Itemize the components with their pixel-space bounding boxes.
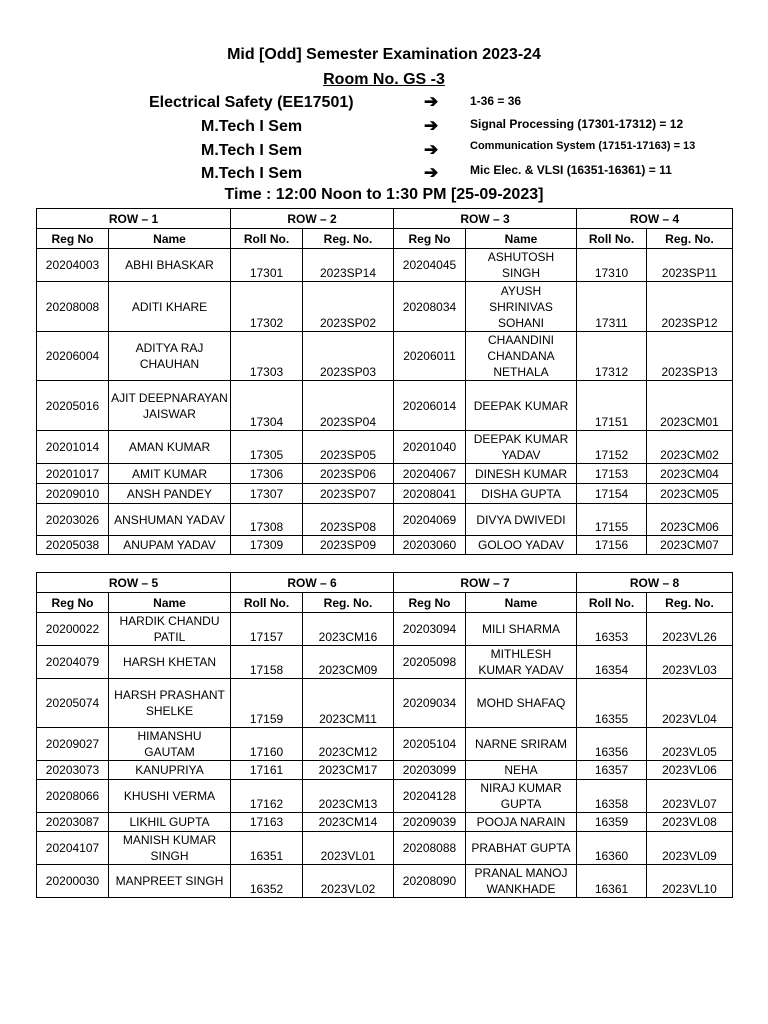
roll-no-cell: 17151	[577, 381, 647, 431]
reg-code-cell: 2023CM04	[647, 464, 733, 484]
reg-no-cell: 20206011	[394, 332, 466, 381]
name-cell: AMIT KUMAR	[109, 464, 231, 484]
reg-code-cell: 2023CM06	[647, 504, 733, 536]
name-cell: POOJA NARAIN	[466, 813, 577, 832]
roll-no-cell: 17159	[231, 679, 303, 728]
reg-no-cell: 20204069	[394, 504, 466, 536]
table-row	[37, 332, 733, 381]
page-title: Mid [Odd] Semester Examination 2023-24	[227, 46, 541, 63]
reg-code-cell: 2023SP11	[647, 249, 733, 282]
table-row	[37, 679, 733, 728]
roll-no-cell: 16357	[577, 761, 647, 780]
reg-no-cell: 20204045	[394, 249, 466, 282]
reg-no-cell: 20205098	[394, 646, 466, 679]
name-cell: MANISH KUMAR SINGH	[109, 832, 231, 865]
name-cell: ANSH PANDEY	[109, 484, 231, 504]
name-cell: DINESH KUMAR	[466, 464, 577, 484]
reg-code-cell: 2023CM14	[303, 813, 394, 832]
roll-no-cell: 17160	[231, 728, 303, 761]
row-group-header: ROW – 2	[231, 209, 394, 229]
allotment-detail: Mic Elec. & VLSI (16351-16361) = 11	[470, 163, 672, 177]
roll-no-cell: 17153	[577, 464, 647, 484]
seating-table-1	[36, 208, 733, 555]
table-body	[37, 249, 733, 555]
reg-no-cell: 20208008	[37, 282, 109, 332]
name-cell: KHUSHI VERMA	[109, 780, 231, 813]
roll-no-cell: 17163	[231, 813, 303, 832]
reg-no-cell: 20206014	[394, 381, 466, 431]
reg-no-cell: 20209027	[37, 728, 109, 761]
reg-code-cell: 2023SP09	[303, 536, 394, 555]
column-header: Name	[466, 229, 577, 249]
reg-no-cell: 20203087	[37, 813, 109, 832]
name-cell: ANSHUMAN YADAV	[109, 504, 231, 536]
reg-no-cell: 20201017	[37, 464, 109, 484]
reg-code-cell: 2023VL04	[647, 679, 733, 728]
name-cell: ABHI BHASKAR	[109, 249, 231, 282]
reg-code-cell: 2023VL01	[303, 832, 394, 865]
table-row	[37, 832, 733, 865]
reg-code-cell: 2023VL26	[647, 613, 733, 646]
reg-code-cell: 2023SP14	[303, 249, 394, 282]
room-number: Room No. GS -3	[323, 71, 445, 88]
row-group-header: ROW – 5	[37, 573, 231, 593]
name-cell: HARDIK CHANDU PATIL	[109, 613, 231, 646]
reg-code-cell: 2023SP02	[303, 282, 394, 332]
reg-no-cell: 20201040	[394, 431, 466, 464]
table-row	[37, 282, 733, 332]
name-cell: ASHUTOSH SINGH	[466, 249, 577, 282]
column-header: Reg No	[394, 593, 466, 613]
reg-code-cell: 2023CM02	[647, 431, 733, 464]
roll-no-cell: 17312	[577, 332, 647, 381]
reg-no-cell: 20205104	[394, 728, 466, 761]
reg-no-cell: 20203073	[37, 761, 109, 780]
reg-no-cell: 20208034	[394, 282, 466, 332]
roll-no-cell: 16355	[577, 679, 647, 728]
roll-no-cell: 16351	[231, 832, 303, 865]
roll-no-cell: 16353	[577, 613, 647, 646]
column-header: Reg No	[37, 593, 109, 613]
table-row	[37, 464, 733, 484]
name-cell: DISHA GUPTA	[466, 484, 577, 504]
reg-code-cell: 2023CM01	[647, 381, 733, 431]
reg-code-cell: 2023CM16	[303, 613, 394, 646]
table-body	[37, 613, 733, 898]
reg-code-cell: 2023CM12	[303, 728, 394, 761]
roll-no-cell: 16352	[231, 865, 303, 898]
reg-no-cell: 20204003	[37, 249, 109, 282]
reg-code-cell: 2023VL05	[647, 728, 733, 761]
roll-no-cell: 17304	[231, 381, 303, 431]
reg-no-cell: 20209039	[394, 813, 466, 832]
name-cell: HARSH PRASHANT SHELKE	[109, 679, 231, 728]
roll-no-cell: 17157	[231, 613, 303, 646]
allotment-detail: Communication System (17151-17163) = 13	[470, 140, 696, 152]
roll-no-cell: 17302	[231, 282, 303, 332]
reg-code-cell: 2023SP08	[303, 504, 394, 536]
table-row	[37, 761, 733, 780]
name-cell: AJIT DEEPNARAYAN JAISWAR	[109, 381, 231, 431]
reg-code-cell: 2023VL07	[647, 780, 733, 813]
reg-code-cell: 2023CM05	[647, 484, 733, 504]
seating-table-2	[36, 572, 733, 898]
roll-no-cell: 17301	[231, 249, 303, 282]
table-row	[37, 431, 733, 464]
roll-no-cell: 17152	[577, 431, 647, 464]
roll-no-cell: 16358	[577, 780, 647, 813]
row-group-header: ROW – 7	[394, 573, 577, 593]
name-cell: DIVYA DWIVEDI	[466, 504, 577, 536]
roll-no-cell: 17309	[231, 536, 303, 555]
row-group-header: ROW – 4	[577, 209, 733, 229]
reg-code-cell: 2023CM17	[303, 761, 394, 780]
reg-no-cell: 20205038	[37, 536, 109, 555]
name-cell: NIRAJ KUMAR GUPTA	[466, 780, 577, 813]
reg-code-cell: 2023SP03	[303, 332, 394, 381]
reg-no-cell: 20200030	[37, 865, 109, 898]
reg-code-cell: 2023SP04	[303, 381, 394, 431]
roll-no-cell: 17155	[577, 504, 647, 536]
column-header: Name	[109, 593, 231, 613]
reg-code-cell: 2023SP05	[303, 431, 394, 464]
exam-time: Time : 12:00 Noon to 1:30 PM [25-09-2023]	[224, 186, 544, 203]
allotment-detail: 1-36 = 36	[470, 94, 522, 108]
roll-no-cell: 17306	[231, 464, 303, 484]
reg-no-cell: 20209010	[37, 484, 109, 504]
arrow-icon: ➔	[424, 140, 439, 159]
roll-no-cell: 16361	[577, 865, 647, 898]
reg-code-cell: 2023CM13	[303, 780, 394, 813]
row-group-header: ROW – 3	[394, 209, 577, 229]
roll-no-cell: 17156	[577, 536, 647, 555]
arrow-icon: ➔	[424, 116, 439, 135]
name-cell: NARNE SRIRAM	[466, 728, 577, 761]
name-cell: DEEPAK KUMAR	[466, 381, 577, 431]
roll-no-cell: 17307	[231, 484, 303, 504]
roll-no-cell: 17303	[231, 332, 303, 381]
table-row	[37, 646, 733, 679]
roll-no-cell: 16359	[577, 813, 647, 832]
column-header: Name	[109, 229, 231, 249]
allotment-course: Electrical Safety (EE17501)	[149, 94, 354, 111]
roll-no-cell: 17162	[231, 780, 303, 813]
reg-no-cell: 20208088	[394, 832, 466, 865]
roll-no-cell: 17310	[577, 249, 647, 282]
reg-no-cell: 20203060	[394, 536, 466, 555]
reg-no-cell: 20206004	[37, 332, 109, 381]
column-header: Reg. No.	[647, 229, 733, 249]
table-row	[37, 504, 733, 536]
reg-no-cell: 20205016	[37, 381, 109, 431]
reg-code-cell: 2023CM11	[303, 679, 394, 728]
name-cell: AYUSH SHRINIVAS SOHANI	[466, 282, 577, 332]
column-header: Reg. No.	[303, 593, 394, 613]
roll-no-cell: 17311	[577, 282, 647, 332]
table-row	[37, 865, 733, 898]
roll-no-cell: 17158	[231, 646, 303, 679]
reg-no-cell: 20203026	[37, 504, 109, 536]
reg-no-cell: 20208041	[394, 484, 466, 504]
name-cell: DEEPAK KUMAR YADAV	[466, 431, 577, 464]
column-header: Reg. No.	[647, 593, 733, 613]
table-row	[37, 249, 733, 282]
column-header: Reg. No.	[303, 229, 394, 249]
table-row	[37, 613, 733, 646]
name-cell: MANPREET SINGH	[109, 865, 231, 898]
row-group-header: ROW – 6	[231, 573, 394, 593]
roll-no-cell: 17305	[231, 431, 303, 464]
name-cell: LIKHIL GUPTA	[109, 813, 231, 832]
reg-code-cell: 2023VL03	[647, 646, 733, 679]
reg-no-cell: 20204067	[394, 464, 466, 484]
table-row	[37, 484, 733, 504]
reg-code-cell: 2023VL06	[647, 761, 733, 780]
table-row	[37, 381, 733, 431]
name-cell: KANUPRIYA	[109, 761, 231, 780]
reg-no-cell: 20201014	[37, 431, 109, 464]
reg-code-cell: 2023SP06	[303, 464, 394, 484]
name-cell: HIMANSHU GAUTAM	[109, 728, 231, 761]
reg-no-cell: 20205074	[37, 679, 109, 728]
name-cell: ADITI KHARE	[109, 282, 231, 332]
reg-no-cell: 20209034	[394, 679, 466, 728]
row-group-header: ROW – 8	[577, 573, 733, 593]
allotment-course: M.Tech I Sem	[201, 118, 303, 135]
reg-code-cell: 2023VL10	[647, 865, 733, 898]
name-cell: GOLOO YADAV	[466, 536, 577, 555]
roll-no-cell: 16360	[577, 832, 647, 865]
reg-no-cell: 20208090	[394, 865, 466, 898]
reg-no-cell: 20204107	[37, 832, 109, 865]
column-header: Name	[466, 593, 577, 613]
roll-no-cell: 17308	[231, 504, 303, 536]
roll-no-cell: 16356	[577, 728, 647, 761]
table-row	[37, 780, 733, 813]
name-cell: CHAANDINI CHANDANA NETHALA	[466, 332, 577, 381]
reg-code-cell: 2023CM07	[647, 536, 733, 555]
column-header: Roll No.	[231, 593, 303, 613]
row-group-header: ROW – 1	[37, 209, 231, 229]
table-row	[37, 536, 733, 555]
roll-no-cell: 17161	[231, 761, 303, 780]
column-header: Reg No	[37, 229, 109, 249]
name-cell: ADITYA RAJ CHAUHAN	[109, 332, 231, 381]
table-row	[37, 813, 733, 832]
allotment-course: M.Tech I Sem	[201, 165, 303, 182]
column-header: Roll No.	[577, 593, 647, 613]
reg-code-cell: 2023SP07	[303, 484, 394, 504]
reg-no-cell: 20208066	[37, 780, 109, 813]
reg-no-cell: 20204128	[394, 780, 466, 813]
name-cell: MITHLESH KUMAR YADAV	[466, 646, 577, 679]
reg-code-cell: 2023VL08	[647, 813, 733, 832]
column-header: Roll No.	[577, 229, 647, 249]
reg-code-cell: 2023SP13	[647, 332, 733, 381]
name-cell: AMAN KUMAR	[109, 431, 231, 464]
allotment-course: M.Tech I Sem	[201, 142, 303, 159]
roll-no-cell: 17154	[577, 484, 647, 504]
reg-code-cell: 2023CM09	[303, 646, 394, 679]
reg-no-cell: 20203094	[394, 613, 466, 646]
table-row	[37, 728, 733, 761]
name-cell: HARSH KHETAN	[109, 646, 231, 679]
reg-code-cell: 2023SP12	[647, 282, 733, 332]
allotment-list	[0, 0, 768, 190]
reg-code-cell: 2023VL09	[647, 832, 733, 865]
arrow-icon: ➔	[424, 163, 439, 182]
name-cell: NEHA	[466, 761, 577, 780]
name-cell: MOHD SHAFAQ	[466, 679, 577, 728]
name-cell: MILI SHARMA	[466, 613, 577, 646]
reg-code-cell: 2023VL02	[303, 865, 394, 898]
reg-no-cell: 20204079	[37, 646, 109, 679]
name-cell: ANUPAM YADAV	[109, 536, 231, 555]
roll-no-cell: 16354	[577, 646, 647, 679]
arrow-icon: ➔	[424, 92, 439, 111]
column-header: Reg No	[394, 229, 466, 249]
column-header: Roll No.	[231, 229, 303, 249]
reg-no-cell: 20203099	[394, 761, 466, 780]
name-cell: PRABHAT GUPTA	[466, 832, 577, 865]
allotment-detail: Signal Processing (17301-17312) = 12	[470, 117, 684, 131]
reg-no-cell: 20200022	[37, 613, 109, 646]
name-cell: PRANAL MANOJ WANKHADE	[466, 865, 577, 898]
